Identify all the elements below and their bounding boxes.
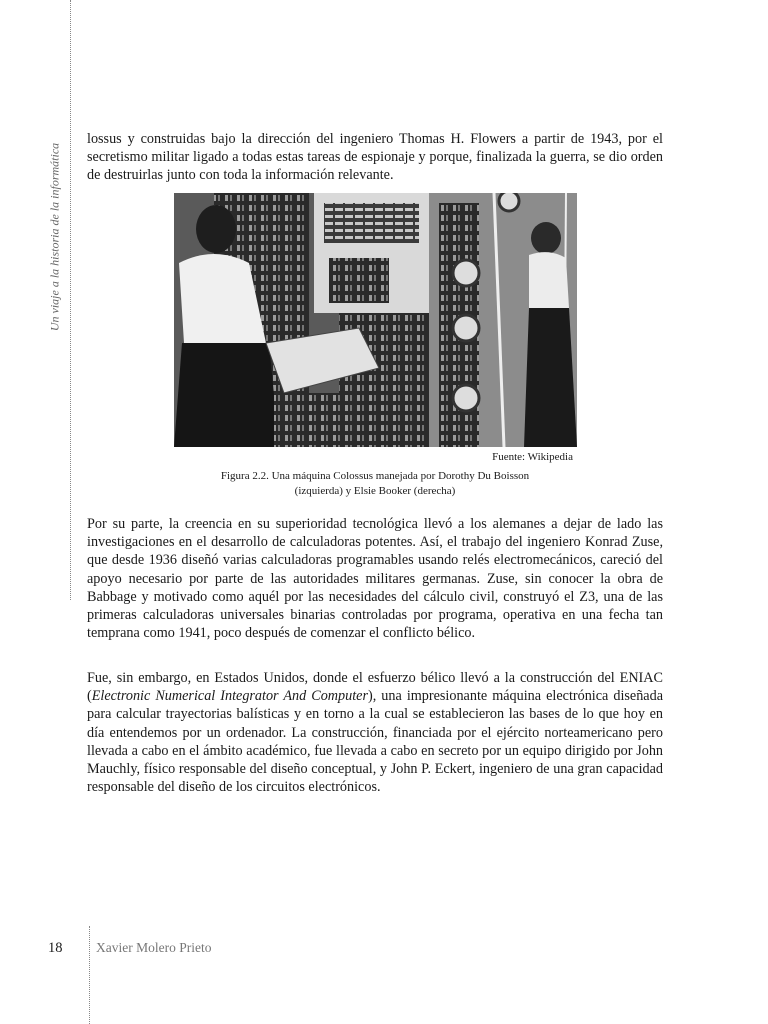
paragraph-3 bbox=[87, 669, 663, 796]
paragraph-1 bbox=[87, 130, 663, 185]
figure-caption bbox=[170, 469, 580, 499]
margin-dotted-rule bbox=[70, 0, 71, 600]
eniac-full-name: Electronic Numerical Integrator And Computer bbox=[91, 688, 368, 705]
figure-credit: Fuente: Wikipedia bbox=[492, 451, 573, 463]
footer-author: Xavier Molero Prieto bbox=[96, 940, 212, 955]
paragraph-2-text: Por su parte, la creencia en su superioridad tecnológica llevó a los alemanes a dejar de lado las investigaciones en el desarrollo de calculadoras potentes. Así, el trabajo del ingeniero Konrad Zuse, que desde 1936 diseñó varias calculadoras programables usando relés electromecánicos, careció del apoyo necesario por parte de las autoridades militares germanas. Zuse, sin conocer la obra de Babbage y motivado como aquél por las necesidades del cálculo civil, construyó el Z3, una de las primeras calculadoras universales binarias controladas por programa, operativa en una fecha tan temprana como 1941, poco después de comenzar el conflicto bélico. bbox=[87, 516, 663, 642]
running-head bbox=[42, 132, 68, 342]
paragraph-3-part-1: Fue, sin embargo, en Estados Unidos, donde el esfuerzo bélico llevó a la construcción del ENIAC ( bbox=[87, 670, 663, 705]
figure-caption-line-2: (izquierda) y Elsie Booker (derecha) bbox=[294, 485, 456, 497]
page-number: 18 bbox=[48, 940, 63, 956]
colossus-photo bbox=[174, 193, 577, 447]
colossus-photo-illustration bbox=[174, 193, 577, 447]
paragraph-2 bbox=[87, 515, 663, 642]
footer-dotted-rule bbox=[89, 926, 90, 1024]
paragraph-3-text bbox=[87, 669, 663, 796]
running-head-text: Un viaje a la historia de la informática bbox=[47, 142, 62, 332]
figure-caption-line-1: Figura 2.2. Una máquina Colossus manejada por Dorothy Du Boisson bbox=[220, 470, 530, 482]
paragraph-3-part-2: ), una impresionante máquina electrónica diseñada para calcular trayectorias balísticas y en torno a la cual se establecieron las bases de lo que hoy en día entendemos por un ordenador. La construcción, financiada por el ejército norteamericano pero llevada a cabo en el ámbito académico, fue llevada a cabo en secreto por un equipo dirigido por John Mauchly, físico responsable del diseño conceptual, y John P. Eckert, ingeniero de una gran capacidad responsable del diseño de los circuitos electrónicos. bbox=[87, 688, 663, 796]
paragraph-1-text: lossus y construidas bajo la dirección del ingeniero Thomas H. Flowers a partir de 1943, por el secretismo militar ligado a todas estas tareas de espionaje y porque, finalizada la guerra, se dio orden de destruirlas junto con toda la información relevante. bbox=[87, 131, 663, 184]
